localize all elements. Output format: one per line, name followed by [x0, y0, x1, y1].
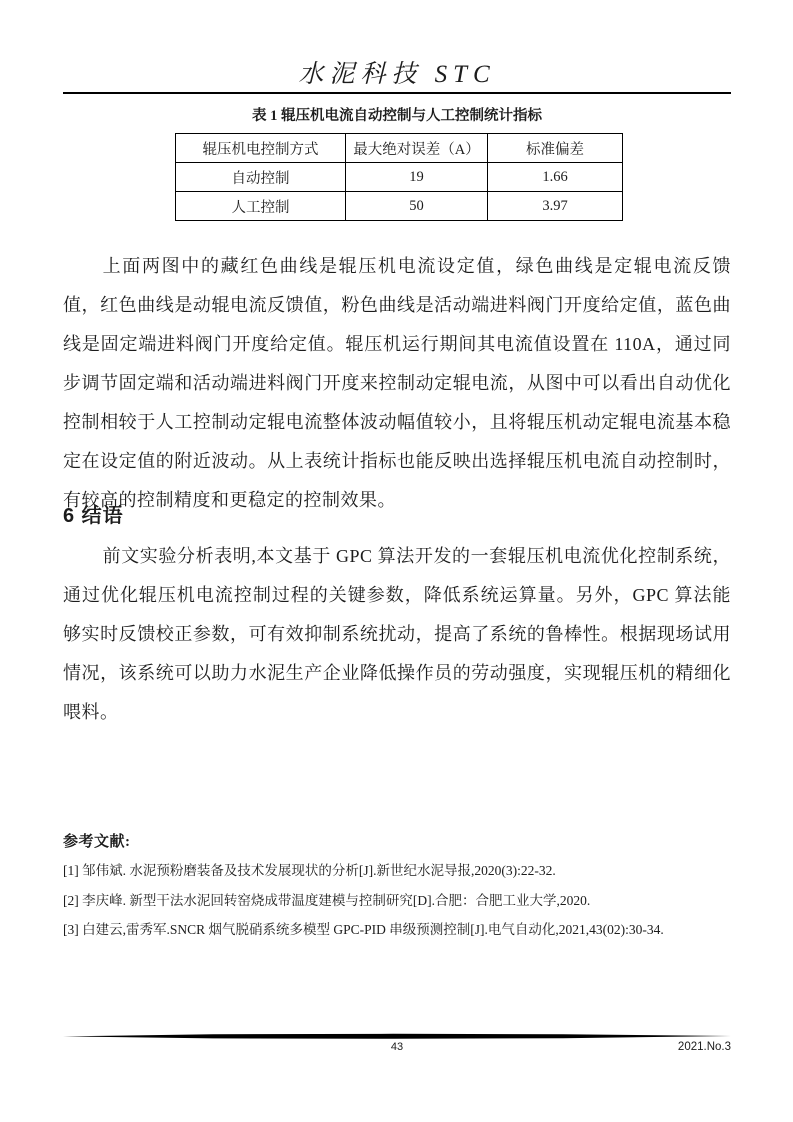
references-heading: 参考文献:	[63, 834, 131, 850]
table-row	[176, 163, 623, 192]
reference-item: [2] 李庆峰. 新型干法水泥回转窑烧成带温度建模与控制研究[D].合肥：合肥工业大学,2020.	[63, 892, 591, 908]
table-cell: 人工控制	[176, 192, 346, 221]
reference-item: [1] 邹伟斌. 水泥预粉磨装备及技术发展现状的分析[J].新世纪水泥导报,2020(3):22-32.	[63, 863, 556, 878]
references-list	[63, 856, 738, 945]
stats-table	[175, 133, 623, 221]
footer-page-number: 43	[390, 1041, 404, 1053]
table-row	[176, 192, 623, 221]
journal-title: 水泥科技 STC	[298, 61, 496, 88]
body-paragraph-conclusion: 前文实验分析表明,本文基于 GPC 算法开发的一套辊压机电流优化控制系统，通过优化辊压机电流控制过程的关键参数，降低系统运算量。另外，GPC 算法能够实时反馈校正参数，可有效抑制系统扰动，提高了系统的鲁棒性。根据现场试用情况，该系统可以助力水泥生产企业降低操作员的劳动强度，实现辊压机的精细化喂料。	[63, 546, 731, 722]
reference-item: [3] 白建云,雷秀军.SNCR 烟气脱硝系统多模型 GPC-PID 串级预测控制[J].电气自动化,2021,43(02):30-34.	[63, 922, 664, 937]
footer-divider	[63, 1033, 731, 1040]
table-cell: 50	[346, 192, 488, 221]
table-header-control-mode: 辊压机电控制方式	[176, 134, 346, 163]
table-cell: 自动控制	[176, 163, 346, 192]
table-cell: 1.66	[488, 163, 623, 192]
table-header-max-abs-error: 最大绝对误差（A）	[346, 134, 488, 163]
table-caption: 表 1 辊压机电流自动控制与人工控制统计指标	[252, 108, 542, 124]
table-header-row	[176, 134, 623, 163]
table-cell: 19	[346, 163, 488, 192]
table-header-std-dev: 标准偏差	[488, 134, 623, 163]
table-cell: 3.97	[488, 192, 623, 221]
body-paragraph-analysis: 上面两图中的藏红色曲线是辊压机电流设定值，绿色曲线是定辊电流反馈值，红色曲线是动辊电流反馈值，粉色曲线是活动端进料阀门开度给定值，蓝色曲线是固定端进料阀门开度给定值。辊压机运行期间其电流值设置在 110A，通过同步调节固定端和活动端进料阀门开度来控制动定辊电流，从图中可以看出自动优化控制相较于人工控制动定辊电流整体波动幅值较小，且将辊压机动定辊电流基本稳定在设定值的附近波动。从上表统计指标也能反映出选择辊压机电流自动控制时，有较高的控制精度和更稳定的控制效果。	[63, 256, 731, 510]
header-rule	[63, 92, 731, 94]
section-heading-conclusion: 6 结语	[63, 504, 124, 527]
footer-issue-label: 2021.No.3	[677, 1041, 731, 1053]
